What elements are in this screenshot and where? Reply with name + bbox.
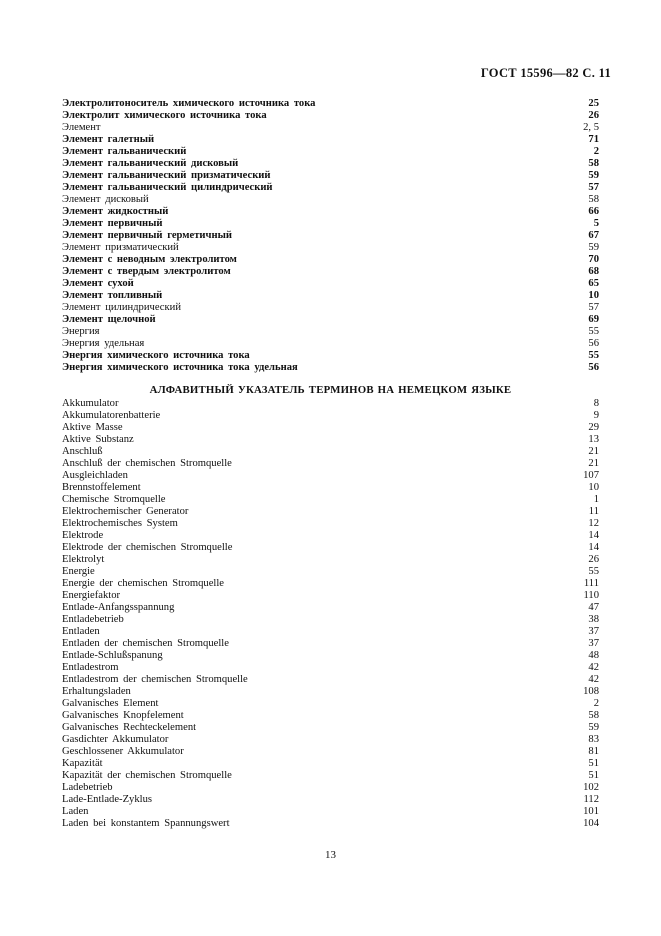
term-text: Элемент гальванический: [62, 146, 187, 157]
term-number: 107: [583, 470, 599, 481]
russian-term-index: [62, 98, 599, 374]
term-text: Ausgleichladen: [62, 470, 128, 481]
term-number: 101: [583, 806, 599, 817]
term-text: Anschluß: [62, 446, 103, 457]
term-number: 5: [593, 218, 599, 229]
term-number: 9: [593, 410, 599, 421]
term-text: Ladebetrieb: [62, 782, 113, 793]
term-text: Lade-Entlade-Zyklus: [62, 794, 153, 805]
term-number: 10: [588, 482, 599, 493]
term-text: Элемент с твердым электролитом: [62, 266, 231, 277]
term-number: 55: [588, 326, 599, 337]
term-text: Элемент щелочной: [62, 314, 156, 325]
index-entry: [62, 782, 599, 794]
term-number: 37: [588, 626, 599, 637]
term-number: 14: [588, 530, 599, 541]
term-text: Kapazität: [62, 758, 103, 769]
term-text: Элемент первичный: [62, 218, 163, 229]
term-text: Элемент гальванический дисковый: [62, 158, 239, 169]
term-number: 29: [588, 422, 599, 433]
term-text: Элемент: [62, 122, 101, 133]
index-entry: [62, 314, 599, 326]
index-entry: [62, 170, 599, 182]
index-entry: [62, 398, 599, 410]
index-entry: [62, 806, 599, 818]
term-number: 2: [593, 698, 599, 709]
term-text: Энергия удельная: [62, 338, 145, 349]
term-number: 57: [588, 302, 599, 313]
term-text: Elektrochemischer Generator: [62, 506, 189, 517]
term-number: 12: [588, 518, 599, 529]
index-entry: [62, 698, 599, 710]
index-entry: [62, 338, 599, 350]
index-entry: [62, 542, 599, 554]
index-entry: [62, 770, 599, 782]
term-number: 68: [588, 266, 599, 277]
term-number: 69: [588, 314, 599, 325]
index-entry: [62, 302, 599, 314]
term-number: 58: [588, 710, 599, 721]
index-entry: [62, 326, 599, 338]
term-text: Energie: [62, 566, 95, 577]
term-number: 1: [593, 494, 599, 505]
index-entry: [62, 602, 599, 614]
term-number: 2, 5: [583, 122, 599, 133]
term-number: 57: [588, 182, 599, 193]
term-text: Entlade-Anfangsspannung: [62, 602, 175, 613]
term-text: Элемент жидкостный: [62, 206, 169, 217]
term-text: Elektrochemisches System: [62, 518, 178, 529]
term-text: Galvanisches Knopfelement: [62, 710, 184, 721]
index-entry: [62, 206, 599, 218]
term-text: Aktive Masse: [62, 422, 123, 433]
index-entry: [62, 662, 599, 674]
term-number: 104: [583, 818, 599, 829]
term-text: Элемент с неводным электролитом: [62, 254, 237, 265]
term-text: Entlade-Schlußspanung: [62, 650, 163, 661]
index-entry: [62, 518, 599, 530]
term-number: 56: [588, 338, 599, 349]
index-entry: [62, 254, 599, 266]
index-entry: [62, 422, 599, 434]
term-number: 48: [588, 650, 599, 661]
term-number: 59: [588, 722, 599, 733]
term-number: 83: [588, 734, 599, 745]
term-text: Элемент гальванический призматический: [62, 170, 271, 181]
index-entry: [62, 710, 599, 722]
term-text: Elektrode der chemischen Stromquelle: [62, 542, 233, 553]
term-text: Brennstoffelement: [62, 482, 141, 493]
index-entry: [62, 242, 599, 254]
term-text: Akkumulatorenbatterie: [62, 410, 161, 421]
term-number: 21: [588, 458, 599, 469]
term-number: 51: [588, 758, 599, 769]
index-entry: [62, 362, 599, 374]
page-number: 13: [325, 849, 336, 861]
index-entry: [62, 506, 599, 518]
term-text: Elektrode: [62, 530, 104, 541]
term-number: 25: [588, 98, 599, 109]
index-entry: [62, 734, 599, 746]
term-number: 14: [588, 542, 599, 553]
index-entry: [62, 218, 599, 230]
term-number: 66: [588, 206, 599, 217]
index-entry: [62, 182, 599, 194]
term-text: Anschluß der chemischen Stromquelle: [62, 458, 232, 469]
term-number: 55: [588, 350, 599, 361]
index-entry: [62, 122, 599, 134]
section-title: АЛФАВИТНЫЙ УКАЗАТЕЛЬ ТЕРМИНОВ НА НЕМЕЦКОМ ЯЗЫКЕ: [149, 384, 512, 396]
term-number: 51: [588, 770, 599, 781]
term-number: 110: [583, 590, 599, 601]
term-text: Laden: [62, 806, 89, 817]
term-text: Entladen: [62, 626, 100, 637]
term-number: 102: [583, 782, 599, 793]
term-number: 56: [588, 362, 599, 373]
term-text: Электролитоноситель химического источника тока: [62, 98, 316, 109]
term-number: 67: [588, 230, 599, 241]
term-number: 111: [583, 578, 599, 589]
term-text: Energiefaktor: [62, 590, 121, 601]
term-number: 11: [588, 506, 599, 517]
term-number: 37: [588, 638, 599, 649]
term-text: Akkumulator: [62, 398, 119, 409]
term-text: Aktive Substanz: [62, 434, 134, 445]
term-text: Элемент галетный: [62, 134, 155, 145]
index-entry: [62, 614, 599, 626]
index-entry: [62, 266, 599, 278]
term-text: Entladebetrieb: [62, 614, 124, 625]
term-text: Электролит химического источника тока: [62, 110, 267, 121]
index-entry: [62, 290, 599, 302]
index-entry: [62, 134, 599, 146]
term-text: Erhaltungsladen: [62, 686, 131, 697]
term-number: 26: [588, 110, 599, 121]
index-entry: [62, 746, 599, 758]
term-number: 58: [588, 194, 599, 205]
term-text: Galvanisches Element: [62, 698, 159, 709]
term-text: Elektrolyt: [62, 554, 105, 565]
index-entry: [62, 818, 599, 830]
index-entry: [62, 794, 599, 806]
index-entry: [62, 650, 599, 662]
index-entry: [62, 578, 599, 590]
index-entry: [62, 98, 599, 110]
term-number: 70: [588, 254, 599, 265]
term-number: 26: [588, 554, 599, 565]
term-text: Элемент первичный герметичный: [62, 230, 232, 241]
term-number: 21: [588, 446, 599, 457]
term-number: 2: [593, 146, 599, 157]
term-text: Элемент гальванический цилиндрический: [62, 182, 273, 193]
term-number: 112: [583, 794, 599, 805]
term-text: Энергия химического источника тока: [62, 350, 250, 361]
index-entry: [62, 158, 599, 170]
index-entry: [62, 230, 599, 242]
index-entry: [62, 590, 599, 602]
term-text: Energie der chemischen Stromquelle: [62, 578, 225, 589]
index-entry: [62, 482, 599, 494]
term-number: 59: [588, 242, 599, 253]
term-number: 47: [588, 602, 599, 613]
index-entry: [62, 278, 599, 290]
term-text: Galvanisches Rechteckelement: [62, 722, 197, 733]
term-text: Элемент цилиндрический: [62, 302, 181, 313]
index-entry: [62, 758, 599, 770]
term-text: Элемент дисковый: [62, 194, 149, 205]
term-number: 55: [588, 566, 599, 577]
term-text: Элемент топливный: [62, 290, 163, 301]
index-entry: [62, 446, 599, 458]
index-entry: [62, 410, 599, 422]
term-text: Laden bei konstantem Spannungswert: [62, 818, 230, 829]
term-number: 58: [588, 158, 599, 169]
term-number: 8: [593, 398, 599, 409]
term-text: Kapazität der chemischen Stromquelle: [62, 770, 232, 781]
index-entry: [62, 530, 599, 542]
term-text: Энергия: [62, 326, 100, 337]
term-number: 81: [588, 746, 599, 757]
index-entry: [62, 350, 599, 362]
index-entry: [62, 686, 599, 698]
index-entry: [62, 566, 599, 578]
index-entry: [62, 146, 599, 158]
index-entry: [62, 554, 599, 566]
index-entry: [62, 626, 599, 638]
index-entry: [62, 674, 599, 686]
term-text: Элемент сухой: [62, 278, 134, 289]
index-entry: [62, 470, 599, 482]
term-number: 10: [588, 290, 599, 301]
term-number: 38: [588, 614, 599, 625]
term-text: Geschlossener Akkumulator: [62, 746, 184, 757]
page-header: ГОСТ 15596—82 С. 11: [480, 66, 611, 80]
index-entry: [62, 638, 599, 650]
index-entry: [62, 110, 599, 122]
german-term-index: [62, 398, 599, 830]
term-text: Entladestrom: [62, 662, 119, 673]
term-number: 59: [588, 170, 599, 181]
index-entry: [62, 494, 599, 506]
index-entry: [62, 194, 599, 206]
term-text: Энергия химического источника тока удельная: [62, 362, 298, 373]
term-number: 71: [588, 134, 599, 145]
term-number: 108: [583, 686, 599, 697]
term-number: 42: [588, 662, 599, 673]
term-text: Элемент призматический: [62, 242, 179, 253]
index-entry: [62, 458, 599, 470]
term-number: 65: [588, 278, 599, 289]
term-number: 13: [588, 434, 599, 445]
index-entry: [62, 434, 599, 446]
index-entry: [62, 722, 599, 734]
term-text: Gasdichter Akkumulator: [62, 734, 169, 745]
term-text: Entladestrom der chemischen Stromquelle: [62, 674, 248, 685]
term-number: 42: [588, 674, 599, 685]
term-text: Entladen der chemischen Stromquelle: [62, 638, 229, 649]
term-text: Chemische Stromquelle: [62, 494, 166, 505]
